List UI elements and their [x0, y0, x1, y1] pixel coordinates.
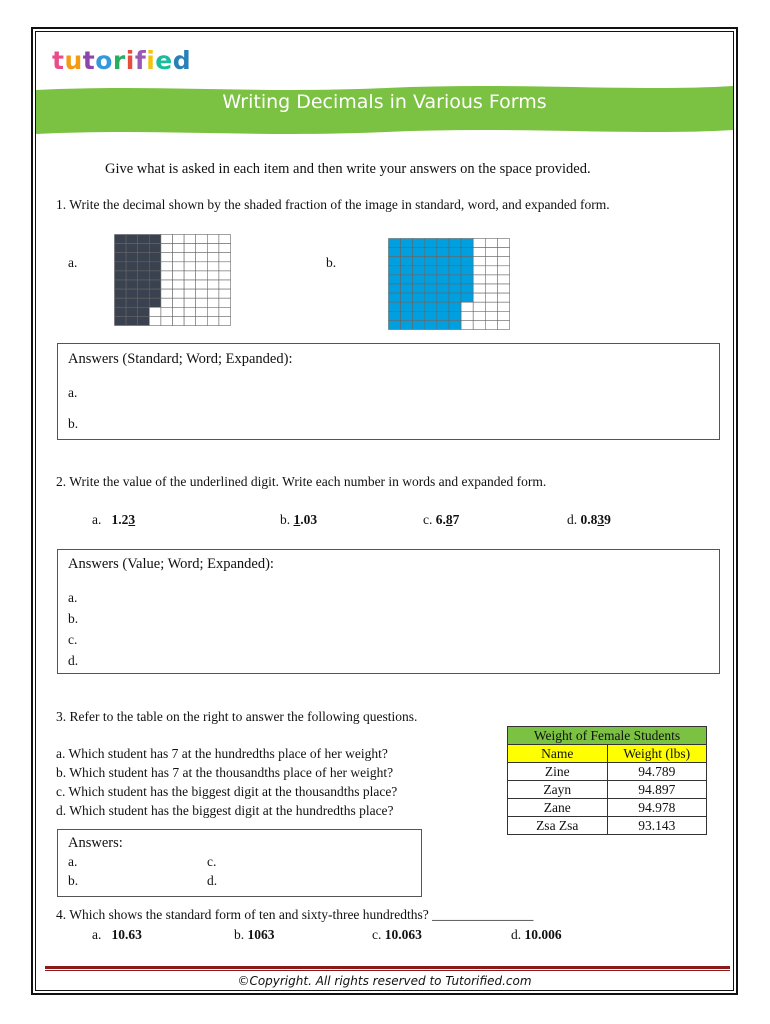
- logo-letter: r: [112, 46, 126, 75]
- grid-cell-shaded: [389, 248, 401, 257]
- grid-cell: [497, 302, 509, 311]
- grid-cell: [473, 239, 485, 248]
- grid-cell-shaded: [126, 271, 138, 280]
- grid-cell-shaded: [461, 257, 473, 266]
- q3-answer-a: a.: [68, 854, 78, 869]
- logo-letter: f: [134, 46, 147, 75]
- grid-cell: [161, 235, 173, 244]
- grid-cell: [473, 320, 485, 329]
- grid-cell-shaded: [149, 253, 161, 262]
- grid-cell-shaded: [115, 298, 127, 307]
- grid-cell-shaded: [401, 293, 413, 302]
- intro-text: Give what is asked in each item and then write your answers on the space provided.: [105, 161, 591, 177]
- grid-cell-shaded: [115, 253, 127, 262]
- grid-cell: [207, 298, 219, 307]
- grid-cell-shaded: [413, 284, 425, 293]
- grid-cell-shaded: [149, 289, 161, 298]
- q1-answer-b: b.: [68, 416, 79, 431]
- grid-cell: [473, 302, 485, 311]
- hundred-grid-b: [388, 238, 510, 330]
- q2-answer-a: a.: [68, 590, 78, 605]
- grid-cell-shaded: [437, 293, 449, 302]
- grid-cell: [485, 266, 497, 275]
- grid-cell: [196, 253, 208, 262]
- grid-cell: [207, 316, 219, 325]
- grid-cell-shaded: [389, 239, 401, 248]
- grid-cell: [207, 244, 219, 253]
- q2-prompt: 2. Write the value of the underlined digit. Write each number in words and expanded form.: [56, 474, 547, 489]
- grid-cell: [207, 253, 219, 262]
- grid-cell: [161, 253, 173, 262]
- grid-cell-shaded: [401, 257, 413, 266]
- grid-cell-shaded: [138, 253, 150, 262]
- grid-cell: [497, 320, 509, 329]
- grid-cell-shaded: [461, 293, 473, 302]
- grid-cell-shaded: [425, 320, 437, 329]
- grid-cell: [485, 248, 497, 257]
- grid-cell: [161, 298, 173, 307]
- q2-item-b: b. 1.03: [280, 512, 318, 527]
- grid-cell-shaded: [115, 289, 127, 298]
- grid-cell-shaded: [389, 311, 401, 320]
- grid-cell-shaded: [115, 280, 127, 289]
- grid-cell-shaded: [413, 248, 425, 257]
- grid-cell-shaded: [449, 284, 461, 293]
- grid-cell-shaded: [449, 239, 461, 248]
- grid-cell-shaded: [389, 320, 401, 329]
- grid-cell-shaded: [449, 311, 461, 320]
- grid-cell: [473, 257, 485, 266]
- grid-cell: [219, 316, 231, 325]
- grid-cell: [196, 262, 208, 271]
- copyright-footer: ©Copyright. All rights reserved to Tutorified.com: [237, 974, 532, 988]
- grid-cell-shaded: [401, 284, 413, 293]
- grid-cell: [485, 293, 497, 302]
- grid-cell: [196, 280, 208, 289]
- grid-cell: [461, 302, 473, 311]
- grid-cell-shaded: [425, 275, 437, 284]
- table-cell: 94.789: [607, 763, 707, 781]
- grid-cell-shaded: [138, 235, 150, 244]
- logo-letter: t: [52, 46, 65, 75]
- grid-cell-shaded: [389, 266, 401, 275]
- grid-cell-shaded: [401, 266, 413, 275]
- grid-cell: [184, 316, 196, 325]
- grid-cell: [184, 280, 196, 289]
- grid-cell-shaded: [389, 275, 401, 284]
- grid-cell: [196, 244, 208, 253]
- grid-cell: [184, 271, 196, 280]
- grid-cell-shaded: [126, 253, 138, 262]
- grid-cell-shaded: [449, 248, 461, 257]
- grid-cell: [207, 235, 219, 244]
- grid-cell: [173, 253, 185, 262]
- grid-cell: [207, 280, 219, 289]
- grid-cell: [497, 266, 509, 275]
- grid-cell-shaded: [425, 257, 437, 266]
- q4-option-b[interactable]: b. 1063: [234, 927, 275, 942]
- q3-question-a: a. Which student has 7 at the hundredths place of her weight?: [56, 746, 388, 761]
- grid-cell-shaded: [115, 235, 127, 244]
- grid-cell-shaded: [401, 302, 413, 311]
- q3-question-b: b. Which student has 7 at the thousandths place of her weight?: [56, 765, 394, 780]
- grid-cell: [161, 280, 173, 289]
- logo-letter: e: [155, 46, 173, 75]
- grid-cell: [497, 275, 509, 284]
- grid-cell: [485, 320, 497, 329]
- grid-cell: [473, 311, 485, 320]
- grid-cell-shaded: [449, 293, 461, 302]
- grid-cell-shaded: [401, 311, 413, 320]
- grid-cell: [173, 262, 185, 271]
- table-cell: 93.143: [607, 817, 707, 835]
- grid-cell-shaded: [413, 266, 425, 275]
- grid-cell-shaded: [389, 293, 401, 302]
- grid-cell: [173, 244, 185, 253]
- grid-cell: [497, 248, 509, 257]
- logo-letter: u: [64, 46, 83, 75]
- grid-cell-shaded: [413, 257, 425, 266]
- grid-cell-shaded: [401, 320, 413, 329]
- q1-answers-title: Answers (Standard; Word; Expanded):: [68, 351, 293, 367]
- grid-cell: [196, 316, 208, 325]
- weight-table-caption: Weight of Female Students: [508, 727, 707, 745]
- q3-answers-title: Answers:: [68, 835, 123, 851]
- grid-cell-shaded: [449, 302, 461, 311]
- grid-cell: [497, 239, 509, 248]
- q2-answers-title: Answers (Value; Word; Expanded):: [68, 556, 274, 572]
- q3-prompt: 3. Refer to the table on the right to answer the following questions.: [56, 709, 418, 724]
- grid-cell: [149, 307, 161, 316]
- grid-cell: [473, 275, 485, 284]
- grid-cell: [184, 298, 196, 307]
- grid-cell: [497, 257, 509, 266]
- grid-cell-shaded: [401, 239, 413, 248]
- grid-cell-shaded: [425, 239, 437, 248]
- grid-cell-shaded: [149, 280, 161, 289]
- q3-answer-c: c.: [207, 854, 217, 869]
- worksheet-title: Writing Decimals in Various Forms: [222, 91, 547, 113]
- grid-cell-shaded: [389, 257, 401, 266]
- grid-cell-shaded: [138, 244, 150, 253]
- grid-cell: [219, 244, 231, 253]
- grid-cell: [485, 257, 497, 266]
- grid-cell: [207, 271, 219, 280]
- grid-cell: [219, 307, 231, 316]
- grid-cell-shaded: [138, 289, 150, 298]
- grid-cell-shaded: [437, 275, 449, 284]
- q2-answer-c: c.: [68, 632, 78, 647]
- grid-cell: [207, 262, 219, 271]
- grid-cell-shaded: [138, 271, 150, 280]
- table-row: [508, 799, 707, 817]
- grid-cell: [184, 262, 196, 271]
- grid-cell-shaded: [126, 262, 138, 271]
- grid-cell-shaded: [126, 298, 138, 307]
- grid-cell-shaded: [425, 293, 437, 302]
- grid-cell-shaded: [437, 320, 449, 329]
- grid-cell-shaded: [449, 266, 461, 275]
- grid-cell: [196, 307, 208, 316]
- grid-cell-shaded: [437, 311, 449, 320]
- grid-cell-shaded: [425, 284, 437, 293]
- grid-cell: [485, 311, 497, 320]
- grid-cell-shaded: [461, 266, 473, 275]
- grid-cell: [173, 316, 185, 325]
- grid-cell: [173, 307, 185, 316]
- grid-cell: [485, 275, 497, 284]
- grid-cell-shaded: [437, 257, 449, 266]
- grid-cell: [485, 239, 497, 248]
- grid-cell: [497, 293, 509, 302]
- grid-cell: [161, 271, 173, 280]
- grid-cell-shaded: [389, 284, 401, 293]
- grid-cell-shaded: [389, 302, 401, 311]
- grid-cell: [173, 271, 185, 280]
- grid-cell-shaded: [413, 311, 425, 320]
- grid-cell: [196, 298, 208, 307]
- table-cell: Zayn: [508, 781, 608, 799]
- grid-cell: [497, 284, 509, 293]
- grid-cell-shaded: [149, 271, 161, 280]
- grid-cell: [196, 271, 208, 280]
- grid-cell-shaded: [138, 316, 150, 325]
- grid-cell: [461, 320, 473, 329]
- q2-item-a: a. 1.23: [92, 512, 136, 527]
- grid-cell: [184, 307, 196, 316]
- grid-cell-shaded: [413, 293, 425, 302]
- grid-cell: [184, 235, 196, 244]
- grid-cell: [473, 284, 485, 293]
- grid-cell-shaded: [115, 316, 127, 325]
- grid-cell: [173, 289, 185, 298]
- grid-cell-shaded: [461, 239, 473, 248]
- grid-cell-shaded: [413, 239, 425, 248]
- grid-cell-shaded: [138, 262, 150, 271]
- footer-divider: [45, 966, 730, 969]
- grid-cell-shaded: [149, 298, 161, 307]
- grid-cell-shaded: [115, 271, 127, 280]
- q4-prompt: 4. Which shows the standard form of ten and sixty-three hundredths? _______________: [56, 907, 534, 922]
- grid-cell-shaded: [126, 235, 138, 244]
- logo-letter: o: [95, 46, 113, 75]
- grid-cell: [219, 298, 231, 307]
- grid-cell-shaded: [461, 284, 473, 293]
- grid-cell-shaded: [461, 275, 473, 284]
- grid-cell: [497, 311, 509, 320]
- table-cell: 94.897: [607, 781, 707, 799]
- grid-cell-shaded: [437, 266, 449, 275]
- grid-cell-shaded: [461, 248, 473, 257]
- grid-cell-shaded: [437, 248, 449, 257]
- grid-cell: [173, 235, 185, 244]
- grid-cell-shaded: [138, 298, 150, 307]
- grid-cell-shaded: [413, 320, 425, 329]
- hundred-grid-a: [114, 234, 231, 326]
- grid-cell: [161, 289, 173, 298]
- grid-cell-shaded: [437, 302, 449, 311]
- grid-cell: [173, 298, 185, 307]
- grid-cell-shaded: [413, 275, 425, 284]
- grid-cell-shaded: [413, 302, 425, 311]
- table-row: [508, 763, 707, 781]
- grid-cell-shaded: [149, 235, 161, 244]
- grid-cell-shaded: [126, 316, 138, 325]
- grid-cell: [219, 289, 231, 298]
- grid-cell-shaded: [425, 302, 437, 311]
- grid-cell: [161, 307, 173, 316]
- grid-cell-shaded: [425, 311, 437, 320]
- grid-cell: [161, 244, 173, 253]
- grid-cell: [461, 311, 473, 320]
- grid-cell: [161, 262, 173, 271]
- grid-cell-shaded: [449, 320, 461, 329]
- grid-cell-shaded: [449, 275, 461, 284]
- weight-table-header-name: Name: [508, 745, 608, 763]
- logo-letter: t: [82, 46, 96, 75]
- tutorified-logo: [52, 46, 191, 75]
- grid-cell: [219, 253, 231, 262]
- table-cell: Zsa Zsa: [508, 817, 608, 835]
- grid-cell: [184, 289, 196, 298]
- grid-cell: [207, 289, 219, 298]
- table-row: [508, 781, 707, 799]
- grid-cell: [485, 302, 497, 311]
- table-cell: 94.978: [607, 799, 707, 817]
- grid-cell: [184, 253, 196, 262]
- grid-cell-shaded: [149, 262, 161, 271]
- q3-question-d: d. Which student has the biggest digit at the hundredths place?: [56, 803, 394, 818]
- grid-cell-shaded: [138, 307, 150, 316]
- grid-cell-shaded: [126, 289, 138, 298]
- q3-answer-d: d.: [207, 873, 218, 888]
- grid-cell-shaded: [401, 275, 413, 284]
- grid-cell: [473, 266, 485, 275]
- q3-question-c: c. Which student has the biggest digit at the thousandths place?: [56, 784, 398, 799]
- grid-cell: [219, 262, 231, 271]
- grid-cell: [485, 284, 497, 293]
- q2-answer-b: b.: [68, 611, 79, 626]
- grid-cell-shaded: [425, 266, 437, 275]
- grid-cell-shaded: [437, 239, 449, 248]
- q1-answer-a: a.: [68, 385, 78, 400]
- grid-cell: [196, 235, 208, 244]
- footer-divider-thin: [45, 970, 730, 971]
- grid-cell-shaded: [115, 307, 127, 316]
- grid-cell-shaded: [149, 244, 161, 253]
- grid-cell: [219, 280, 231, 289]
- table-cell: Zane: [508, 799, 608, 817]
- grid-cell-shaded: [401, 248, 413, 257]
- grid-cell: [196, 289, 208, 298]
- q2-item-d: d. 0.839: [567, 512, 611, 527]
- grid-cell: [173, 280, 185, 289]
- q4-option-d[interactable]: d. 10.006: [511, 927, 562, 942]
- grid-cell: [161, 316, 173, 325]
- q1-label-a: a.: [68, 255, 78, 270]
- weight-table-header-weight: Weight (lbs): [607, 745, 707, 763]
- q4-option-a[interactable]: a. 10.63: [92, 927, 142, 942]
- grid-cell-shaded: [437, 284, 449, 293]
- grid-cell: [219, 235, 231, 244]
- grid-cell-shaded: [115, 244, 127, 253]
- grid-cell: [219, 271, 231, 280]
- q4-option-c[interactable]: c. 10.063: [372, 927, 422, 942]
- grid-cell-shaded: [449, 257, 461, 266]
- q2-item-c: c. 6.87: [423, 512, 460, 527]
- grid-cell-shaded: [126, 244, 138, 253]
- table-row: [508, 817, 707, 835]
- grid-cell: [184, 244, 196, 253]
- grid-cell: [473, 248, 485, 257]
- grid-cell-shaded: [425, 248, 437, 257]
- grid-cell: [149, 316, 161, 325]
- grid-cell-shaded: [126, 280, 138, 289]
- logo-letter: i: [146, 46, 156, 75]
- q1-label-b: b.: [326, 255, 337, 270]
- q2-answer-d: d.: [68, 653, 79, 668]
- grid-cell-shaded: [126, 307, 138, 316]
- logo-letter: i: [125, 46, 135, 75]
- q3-answer-b: b.: [68, 873, 79, 888]
- grid-cell-shaded: [115, 262, 127, 271]
- weight-table: [507, 726, 707, 835]
- logo-letter: d: [172, 46, 192, 75]
- table-cell: Zine: [508, 763, 608, 781]
- q1-prompt: 1. Write the decimal shown by the shaded fraction of the image in standard, word, and expanded form.: [56, 197, 610, 212]
- grid-cell: [473, 293, 485, 302]
- grid-cell-shaded: [138, 280, 150, 289]
- grid-cell: [207, 307, 219, 316]
